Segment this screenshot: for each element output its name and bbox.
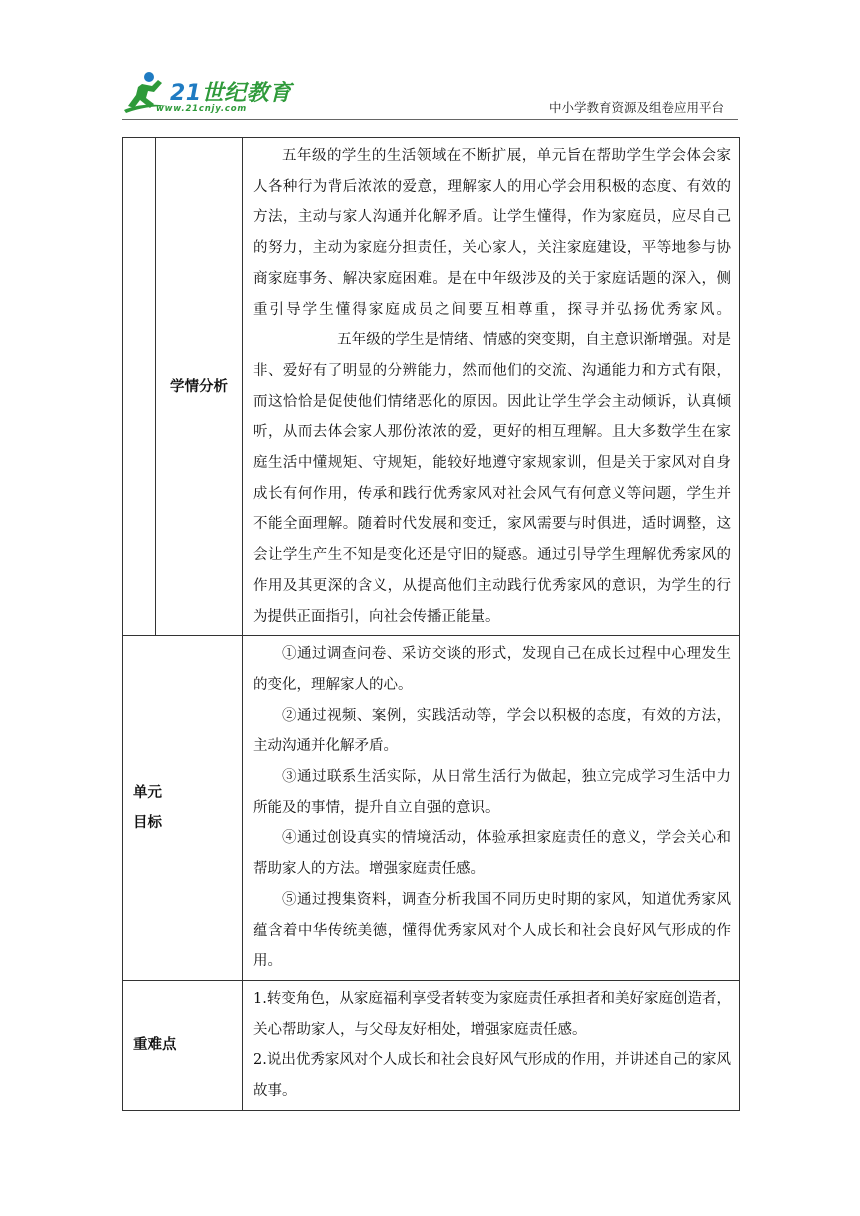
- logo-text: 21世纪教育: [170, 81, 292, 106]
- goal-item: ③通过联系生活实际，从日常生活行为做起，独立完成学习生活中力所能及的事情，提升自立自强的意识。: [253, 769, 731, 816]
- key-points-label: 重难点: [123, 980, 243, 1110]
- key-points-content: [243, 980, 740, 1110]
- page-header: [122, 68, 738, 120]
- unit-goals-label: [123, 636, 243, 981]
- goal-item: ④通过创设真实的情境活动，体验承担家庭责任的意义，学会关心和帮助家人的方法。增强家庭责任感。: [253, 830, 731, 878]
- unit-goals-row: [123, 636, 740, 981]
- learner-analysis-para2: 的学生是情绪、情感的突变期，自主意识渐增强。对是非、爱好有了明显的分辨能力，然而他们的交流、沟通能力和方式有限，而这恰恰是促使他们情绪恶化的原因。因此让学生学会主动倾诉，认真倾听，从而去体会家人那份浓浓的爱，更好的相互理解。且大多数学生在家庭生活中懂规矩、守规矩，能较好地遵守家规家训，但是关于家风对自身成长有何作用，传承和践行优秀家风对社会风气有何意义等问题，学生并不能全面理解。随着时代发展和变迁，家风需要与时俱进，适时调整，这会让学生产生不知是变化还是守旧的疑惑。通过引导学生理解优秀家风的作用及其更深的含义，从提高他们主动践行优秀家风的意识，为学生的行为提供正面指引，向社会传播正能量。: [253, 332, 732, 625]
- platform-name: 中小学教育资源及组卷应用平台: [548, 100, 724, 115]
- unit-goals-content: [243, 636, 740, 981]
- learner-analysis-para1: 五年级的学生的生活领域在不断扩展，单元旨在帮助学生学会体会家人各种行为背后浓浓的爱意，理解家人的用心学会用积极的态度、有效的方法，主动与家人沟通并化解矛盾。让学生懂得，作为家庭员，应尽自己的努力，主动为家庭分担责任，关心家人，关注家庭建设，平等地参与协商家庭事务、解决家庭困难。是在中年级涉及的关于家庭话题的深入，侧重引导学生懂得家庭成员之间要互相尊重，探寻并弘扬优秀家风。: [253, 148, 731, 318]
- key-points-row: [123, 980, 740, 1110]
- logo-url: www.21cnjy.com: [156, 104, 247, 114]
- learner-analysis-para2-start: 五年级: [337, 332, 381, 349]
- goal-item: ②通过视频、案例，实践活动等，学会以积极的态度，有效的方法，主动沟通并化解矛盾。: [253, 707, 731, 755]
- learner-analysis-row: [123, 138, 740, 636]
- goal-item: ①通过调查问卷、采访交谈的形式，发现自己在成长过程中心理发生的变化，理解家人的心。: [253, 646, 731, 693]
- key-point-item: 1.转变角色，从家庭福利享受者转变为家庭责任承担者和美好家庭创造者，关心帮助家人，与父母友好相处，增强家庭责任感。: [253, 990, 731, 1038]
- unit-goals-label-line2: 目标: [133, 815, 162, 832]
- left-spacer-cell: [123, 138, 156, 636]
- learner-analysis-content: [243, 138, 740, 636]
- lesson-plan-table: [122, 137, 740, 1111]
- logo: [122, 68, 322, 118]
- header-divider: [122, 119, 738, 120]
- goal-item: ⑤通过搜集资料，调查分析我国不同历史时期的家风，知道优秀家风蕴含着中华传统美德，懂得优秀家风对个人成长和社会良好风气形成的作用。: [253, 891, 731, 970]
- learner-analysis-label: 学情分析: [156, 138, 243, 636]
- key-point-item: 2.说出优秀家风对个人成长和社会良好风气形成的作用，并讲述自己的家风故事。: [253, 1052, 731, 1100]
- unit-goals-label-line1: 单元: [133, 785, 162, 802]
